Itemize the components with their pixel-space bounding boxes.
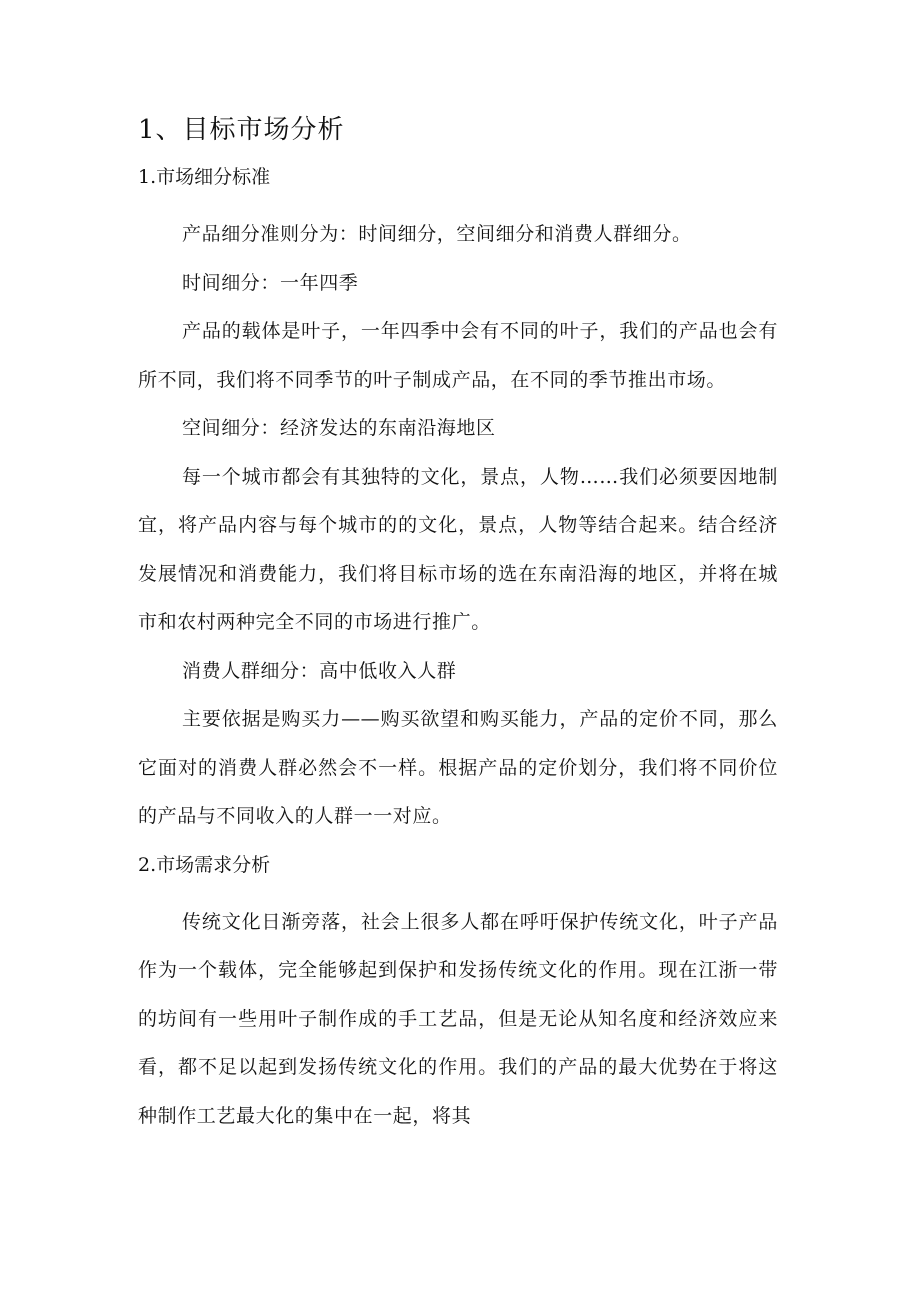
document-page: [138, 110, 778, 1140]
paragraph-time-segmentation: 时间细分：一年四季: [182, 271, 359, 294]
paragraph-consumer-segmentation: 消费人群细分：高中低收入人群: [182, 659, 457, 682]
paragraph-time-detail: 产品的载体是叶子，一年四季中会有不同的叶子，我们的产品也会有所不同，我们将不同季节的叶子制成产品，在不同的季节推出市场。: [138, 320, 778, 391]
subsection-title-market-segmentation: 1.市场细分标准: [138, 166, 271, 188]
paragraph-demand-detail: 传统文化日渐旁落，社会上很多人都在呼吁保护传统文化，叶子产品作为一个载体，完全能够起到保护和发扬传统文化的作用。现在江浙一带的坊间有一些用叶子制作成的手工艺品，但是无论从知名度和经济效应来看，都不足以起到发扬传统文化的作用。我们的产品的最大优势在于将这种制作工艺最大化的集中在一起，将其: [138, 910, 778, 1127]
section-heading: 1、目标市场分析: [138, 115, 345, 145]
paragraph-space-segmentation: 空间细分：经济发达的东南沿海地区: [182, 417, 496, 439]
paragraph-consumer-detail: 主要依据是购买力——购买欲望和购买能力，产品的定价不同，那么它面对的消费人群必然会不一样。根据产品的定价划分，我们将不同价位的产品与不同收入的人群一一对应。: [138, 708, 778, 827]
paragraph-space-detail: 每一个城市都会有其独特的文化，景点，人物……我们必须要因地制宜，将产品内容与每个城市的的文化，景点，人物等结合起来。结合经济发展情况和消费能力，我们将目标市场的选在东南沿海的地区，并将在城市和农村两种完全不同的市场进行推广。: [138, 465, 778, 633]
paragraph-segmentation-criteria: 产品细分准则分为：时间细分，空间细分和消费人群细分。: [182, 223, 692, 245]
subsection-title-demand-analysis: 2.市场需求分析: [138, 853, 271, 876]
